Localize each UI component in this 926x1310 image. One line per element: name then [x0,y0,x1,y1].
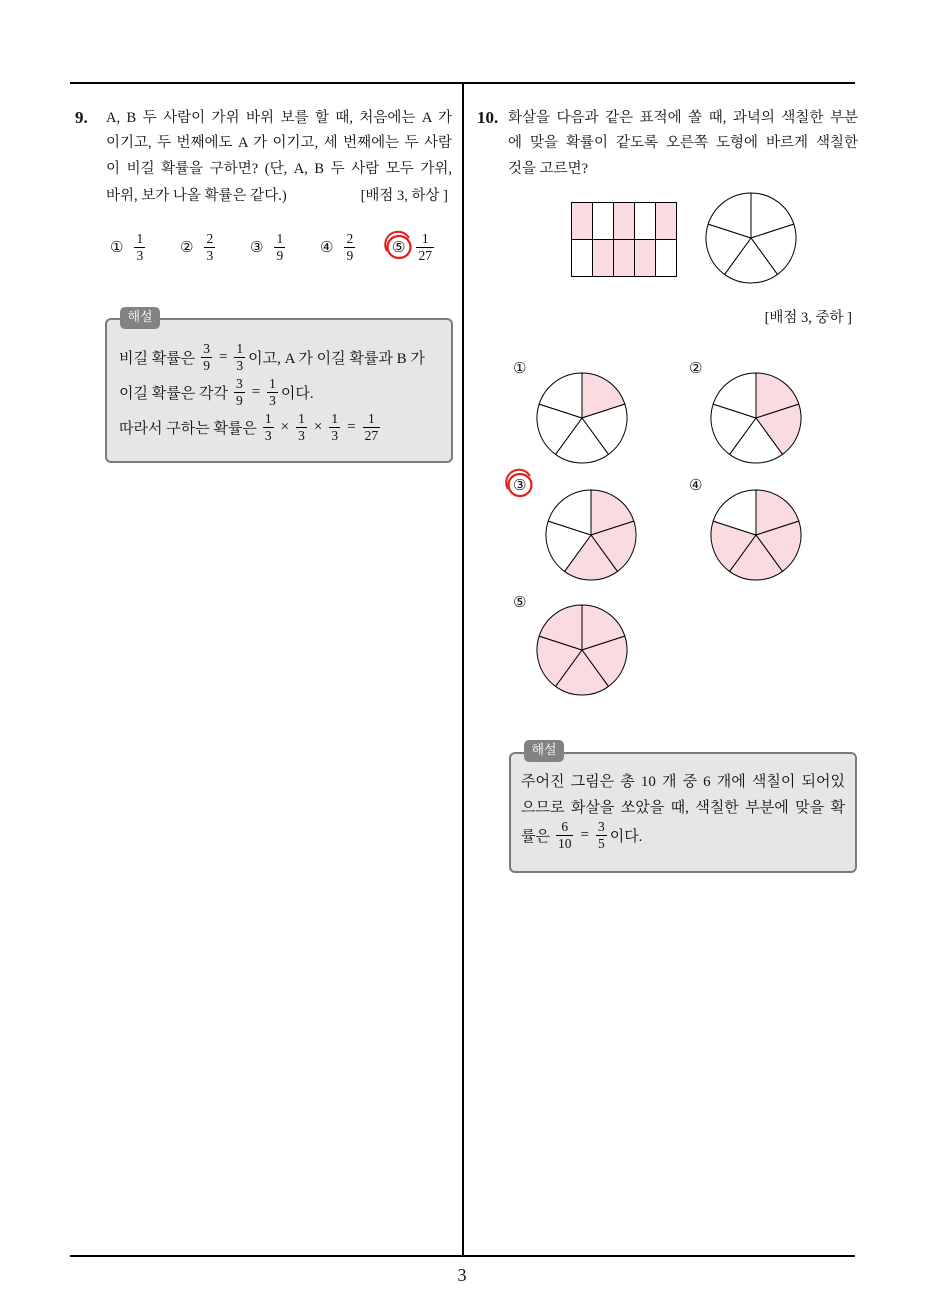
question-number: 10. [477,108,499,127]
fraction [344,232,355,263]
fraction [263,412,274,443]
choice-marker-text: ③ [250,238,264,256]
fraction [596,820,607,851]
times-sign: × [280,418,290,435]
numerator: 1 [236,340,244,356]
solution-line: 주어진 그림은 총 10 개 중 6 개에 색칠이 되어있 [521,774,845,790]
fraction [234,377,245,408]
solution-line [119,374,314,410]
numerator: 1 [298,410,305,426]
fraction [201,342,212,373]
target-grid [571,202,678,278]
choice-pie [543,487,639,583]
solution-label: 해설 [120,307,160,329]
choice-marker-text: ④ [689,476,703,494]
denominator: 3 [269,392,276,408]
choice-marker [513,594,526,610]
mark-stroke [509,474,532,496]
grid-cell-shaded [593,240,614,277]
numerator: 1 [331,410,339,426]
grid-cell [572,240,593,277]
choice-marker [689,360,702,376]
fraction [204,232,215,263]
choice-marker [110,239,123,255]
choice-marker [180,239,193,255]
denominator: 27 [418,247,432,263]
choice-pie [708,370,804,466]
numerator: 1 [264,410,272,426]
denominator: 5 [597,835,605,851]
choice-2 [180,229,218,265]
grid-cell-shaded [656,203,677,240]
question-number: 9. [75,108,88,127]
solution-text: 이다. [609,828,643,845]
target-pie [703,190,799,286]
solution-line [119,409,383,445]
numerator: 3 [235,375,243,391]
solution-line [521,817,642,853]
grid-cell [656,240,677,277]
choice-marker-text: ⑤ [392,238,406,256]
times-sign: × [313,418,323,435]
solution-text: 따라서 구하는 확률은 [119,420,257,437]
question-text-line: 이 비길 확률을 구하면? (단, A, B 두 사람 모두 가위, [106,161,452,177]
fraction [296,412,307,443]
choice-marker [250,239,263,255]
solution-label: 해설 [524,740,564,762]
bottom-rule [70,1255,855,1257]
choice-marker [689,477,702,493]
numerator: 6 [556,820,574,836]
numerator: 1 [363,412,381,428]
choice-1 [110,229,148,265]
column-divider [462,82,464,1256]
solution-text: 이고, A 가 이길 확률과 B 가 [248,350,425,367]
score-label: [배점 3, 중하 ] [764,310,852,326]
equals-sign: = [218,348,228,365]
solution-box [105,318,453,463]
denominator: 3 [331,427,339,443]
denominator: 3 [264,427,272,443]
grid-cell-shaded [614,203,635,240]
denominator: 27 [364,427,379,443]
page-number: 3 [457,1265,467,1285]
fraction [274,232,285,263]
grid-cell [635,203,656,240]
denominator: 3 [206,247,214,263]
choice-5 [392,229,437,265]
choice-marker-text: ① [110,238,124,256]
denominator: 10 [557,835,572,851]
choice-marker-text: ② [689,359,703,377]
choice-marker-text: ⑤ [513,593,527,611]
equals-sign: = [580,826,589,843]
numerator: 1 [136,230,144,246]
choice-3 [250,229,288,265]
choice-marker-text: ③ [513,476,527,494]
denominator: 9 [276,247,284,263]
solution-text: 률은 [521,828,550,845]
denominator: 3 [136,247,144,263]
numerator: 1 [416,232,434,248]
fraction [267,377,278,408]
denominator: 3 [236,357,244,373]
grid-cell-shaded [635,240,656,277]
choice-marker [320,239,333,255]
choice-marker-text: ② [180,238,194,256]
equals-sign: = [251,383,261,400]
solution-line: 으므로 화살을 쏘았을 때, 색칠한 부분에 맞을 확 [521,800,845,816]
grid-cell-shaded [614,240,635,277]
numerator: 2 [206,230,214,246]
fraction [556,820,574,851]
denominator: 9 [235,392,243,408]
numerator: 1 [269,375,276,391]
choice-pie [534,370,630,466]
question-text-line: 것을 고르면? [508,161,589,177]
mark-stroke [388,236,411,258]
denominator: 3 [298,427,305,443]
numerator: 2 [346,230,354,246]
grid-cell-shaded [572,203,593,240]
numerator: 3 [203,340,210,356]
solution-line [119,339,425,375]
question-text-line: 화살을 다음과 같은 표적에 쏠 때, 과녁의 색칠한 부분 [508,110,858,126]
choice-pie [708,487,804,583]
fraction [416,232,434,263]
numerator: 1 [276,230,284,246]
choice-marker [392,239,405,255]
choice-marker [513,360,526,376]
solution-text: 이길 확률은 각각 [119,385,228,402]
choice-pie [534,602,630,698]
denominator: 9 [346,247,354,263]
question-text-line: 바위, 보가 나올 확률은 같다.) [106,188,287,204]
numerator: 3 [597,818,605,834]
choice-marker-text: ① [513,359,527,377]
question-text-line: A, B 두 사람이 가위 바위 보를 할 때, 처음에는 A 가 [106,110,452,126]
fraction [363,412,381,443]
answer-mark-circle [505,470,535,500]
fraction [329,412,340,443]
solution-box [509,752,857,873]
answer-mark-circle [384,232,414,262]
question-text-line: 에 맞을 확률이 같도록 오른쪽 도형에 바르게 색칠한 [508,135,858,151]
solution-text: 이다. [280,385,314,402]
choice-4 [320,229,358,265]
equals-sign: = [347,418,356,435]
choice-marker-text: ④ [320,238,334,256]
grid-cell [593,203,614,240]
solution-text: 비길 확률은 [119,350,196,367]
question-text-line: 이기고, 두 번째에도 A 가 이기고, 세 번째에는 두 사람 [106,135,452,151]
score-label: [배점 3, 하상 ] [360,188,448,204]
choice-marker [513,477,526,493]
denominator: 9 [203,357,210,373]
fraction [134,232,145,263]
fraction [234,342,245,373]
